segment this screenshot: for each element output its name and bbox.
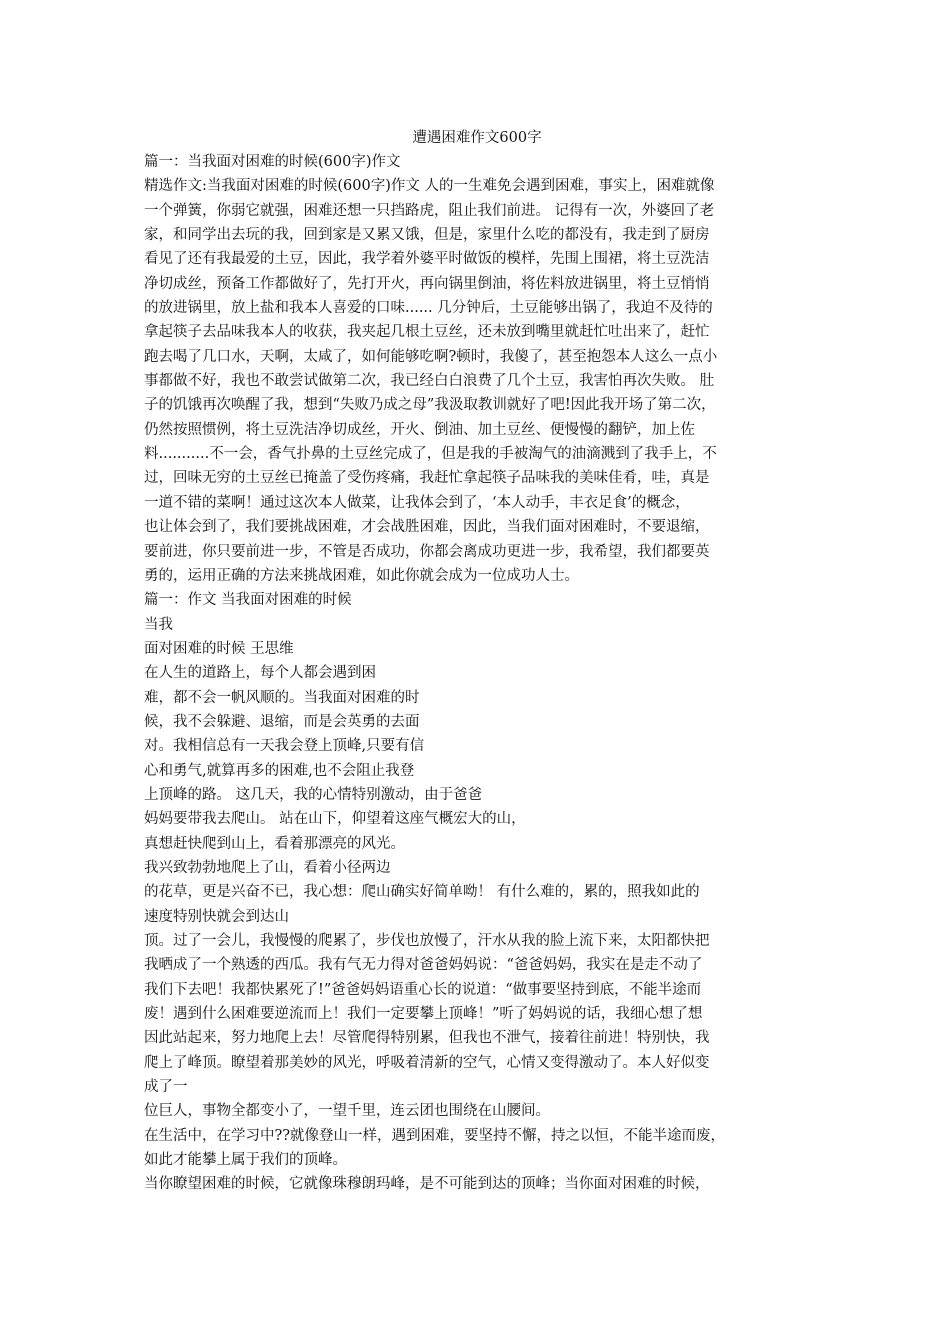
document-page <box>144 126 810 1197</box>
text-line: 在生活中，在学习中??就像登山一样，遇到困难，要坚持不懈，持之以恒，不能半途而废， <box>144 1127 726 1144</box>
document-body <box>144 150 810 1197</box>
text-line: 看见了还有我最爱的土豆，因此，我学着外婆平时做饭的模样，先围上围裙，将土豆洗洁 <box>144 251 710 268</box>
text-line: 爬上了峰顶。瞭望着那美妙的风光，呼吸着清新的空气，心情又变得激动了。本人好似变 <box>144 1054 710 1071</box>
text-line: 顶。过了一会儿，我慢慢的爬累了，步伐也放慢了，汗水从我的脸上流下来，太阳都快把 <box>144 933 710 949</box>
text-line: 料...........不一会，香气扑鼻的土豆丝完成了，但是我的手被淘气的油滴溅到了我手上，不 <box>144 446 717 463</box>
text-line: 当我 <box>144 616 173 633</box>
text-line: 过，回味无穷的土豆丝已掩盖了受伤疼痛，我赶忙拿起筷子品味我的美味佳肴，哇，真是 <box>144 470 710 487</box>
text-line: 如此才能攀上属于我们的顶峰。 <box>144 1152 347 1169</box>
text-line: 当你瞭望困难的时候，它就像珠穆朗玛峰，是不可能到达的顶峰；当你面对困难的时候， <box>144 1176 710 1193</box>
text-line: 上顶峰的路。 这几天，我的心情特别激动，由于爸爸 <box>144 786 483 803</box>
text-line: 一个弹簧，你弱它就强，困难还想一只挡路虎，阻止我们前进。 记得有一次，外婆回了老 <box>144 202 715 219</box>
text-line: 我兴致勃勃地爬上了山，看着小径两边 <box>144 859 391 876</box>
text-line: 妈妈要带我去爬山。 站在山下，仰望着这座气概宏大的山， <box>144 811 526 828</box>
text-line: 因此站起来，努力地爬上去！尽管爬得特别累，但我也不泄气，接着往前进！特别快，我 <box>144 1030 710 1047</box>
text-line: 子的饥饿再次唤醒了我，想到“失败乃成之母”我汲取教训就好了吧!因此我开场了第二次， <box>144 397 716 414</box>
text-line: 的花草，更是兴奋不已，我心想：爬山确实好简单呦！ 有什么难的，累的，照我如此的 <box>144 884 700 901</box>
text-line: 位巨人，事物全都变小了，一望千里，连云团也围绕在山腰间。 <box>144 1103 550 1120</box>
text-line: 真想赶快爬到山上，看着那漂亮的风光。 <box>144 835 405 852</box>
text-line: 要前进，你只要前进一步，不管是否成功，你都会离成功更进一步，我希望，我们都要英 <box>144 543 710 560</box>
text-line: 难，都不会一帆风顺的。当我面对困难的时 <box>144 689 420 706</box>
text-line: 我晒成了一个熟透的西瓜。我有气无力得对爸爸妈妈说：“爸爸妈妈，我实在是走不动了 <box>144 957 703 974</box>
text-line: 对。我相信总有一天我会登上顶峰,只要有信 <box>144 738 425 755</box>
text-line: 成了一 <box>144 1079 188 1096</box>
text-line: 废！遇到什么困难要逆流而上！我们一定要攀上顶峰！”听了妈妈说的话，我细心想了想 <box>144 1006 703 1023</box>
document-title: 遭遇困难作文600字 <box>412 130 542 146</box>
text-line: 也让体会到了，我们要挑战困难，才会战胜困难，因此，当我们面对困难时，不要退缩， <box>144 519 710 536</box>
text-line: 在人生的道路上，每个人都会遇到困 <box>144 665 376 682</box>
text-line: 精选作文:当我面对困难的时候(600字)作文 人的一生难免会遇到困难，事实上，困难就像 <box>144 178 715 195</box>
text-line: 仍然按照惯例，将土豆洗洁净切成丝，开火、倒油、加土豆丝、便慢慢的翻铲，加上佐 <box>144 421 695 438</box>
text-line: 拿起筷子去品味我本人的收获，我夹起几根土豆丝，还未放到嘴里就赶忙吐出来了，赶忙 <box>144 324 710 341</box>
text-line: 事都做不好，我也不敢尝试做第二次，我已经白白浪费了几个土豆，我害怕再次失败。 肚 <box>144 373 715 390</box>
text-line: 篇一：当我面对困难的时候(600字)作文 <box>144 154 401 170</box>
text-line: 的放进锅里，放上盐和我本人喜爱的口味...... 几分钟后，土豆能够出锅了，我迫不及待的 <box>144 300 713 317</box>
text-line: 一道不错的菜啊！通过这次本人做菜，让我体会到了，‘本人动手，丰衣足食’的概念， <box>144 494 690 511</box>
text-line: 面对困难的时候 王思维 <box>144 640 294 657</box>
text-line: 勇的，运用正确的方法来挑战困难，如此你就会成为一位成功人士。 <box>144 567 579 584</box>
text-line: 净切成丝，预备工作都做好了，先打开火，再向锅里倒油，将佐料放进锅里，将土豆悄悄 <box>144 275 710 292</box>
text-line: 跑去喝了几口水，天啊，太咸了，如何能够吃啊?顿时，我傻了，甚至抱怨本人这么一点小 <box>144 348 718 365</box>
text-line: 速度特别快就会到达山 <box>144 908 289 925</box>
text-line: 篇一：作文 当我面对困难的时候 <box>144 592 352 609</box>
text-line: 家，和同学出去玩的我，回到家是又累又饿，但是，家里什么吃的都没有，我走到了厨房 <box>144 227 710 244</box>
text-line: 候，我不会躲避、退缩，而是会英勇的去面 <box>144 713 420 730</box>
text-line: 我们下去吧！我都快累死了!”爸爸妈妈语重心长的说道：“做事要坚持到底，不能半途而 <box>144 981 702 998</box>
text-line: 心和勇气,就算再多的困难,也不会阻止我登 <box>144 762 415 779</box>
